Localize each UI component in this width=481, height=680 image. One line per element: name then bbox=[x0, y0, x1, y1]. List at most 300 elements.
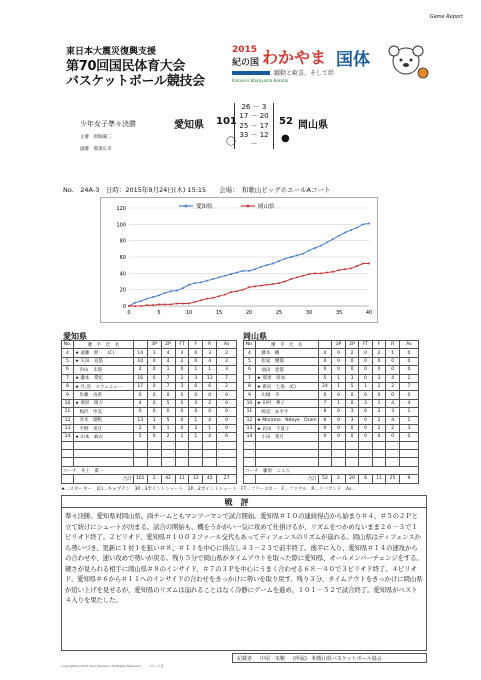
empty-cell bbox=[133, 458, 147, 466]
table-row-cell: 4 bbox=[244, 349, 256, 357]
table-row-cell: 4 bbox=[161, 349, 175, 357]
quarter-2: 17 － 20 bbox=[239, 112, 269, 121]
x-tick-label: 35 bbox=[335, 310, 343, 316]
empty-cell bbox=[73, 441, 133, 449]
data-point bbox=[146, 304, 148, 306]
table-row-cell: 0 bbox=[161, 391, 175, 399]
legend-label: 岡山県 bbox=[258, 204, 275, 210]
table-row-cell: 0 bbox=[359, 433, 373, 441]
table-row-cell: 梅沢 申美 bbox=[73, 408, 133, 416]
total-cell: 12 bbox=[189, 475, 203, 483]
empty-cell bbox=[359, 441, 373, 449]
empty-cell bbox=[62, 450, 74, 458]
data-point bbox=[314, 247, 316, 249]
table-row-cell: 7 bbox=[161, 374, 175, 382]
empty-cell bbox=[345, 441, 359, 449]
table-row-cell: 3 bbox=[189, 374, 203, 382]
header-cell: R bbox=[386, 341, 400, 349]
empty-cell bbox=[399, 441, 418, 449]
table-row-cell: ★ Morame Ndeye Oram bbox=[255, 416, 318, 424]
header-cell: 3P bbox=[332, 341, 346, 349]
y-tick-label: 0 bbox=[122, 304, 126, 310]
table-row-cell: 0 bbox=[175, 416, 189, 424]
table-row-cell: 4 bbox=[203, 357, 217, 365]
table-row-cell: 13 bbox=[62, 424, 74, 432]
empty-cell bbox=[372, 441, 386, 449]
data-point bbox=[194, 301, 196, 303]
table-row-cell: 1 bbox=[386, 349, 400, 357]
table-row-cell: 4 bbox=[386, 416, 400, 424]
table-row-cell: 14 bbox=[62, 433, 74, 441]
total-cell: 合計 bbox=[255, 475, 318, 483]
logo-wakayama: わかやま bbox=[262, 48, 327, 67]
table-row-cell: 10 bbox=[133, 357, 147, 365]
table-row-cell: 0 bbox=[332, 408, 346, 416]
total-cell: 25 bbox=[386, 475, 400, 483]
table-row-cell: 0 bbox=[386, 366, 400, 374]
loss-mark: ● bbox=[281, 133, 290, 144]
data-point bbox=[146, 298, 148, 300]
table-row-cell: 嗚見 あずさ bbox=[255, 408, 318, 416]
referee-sub: 副審 那須広幸 bbox=[80, 147, 112, 152]
empty-cell bbox=[217, 458, 237, 466]
table-row-cell: 2 bbox=[217, 382, 237, 390]
data-point bbox=[266, 284, 268, 286]
data-point bbox=[326, 241, 328, 243]
table-row-cell: 2 bbox=[217, 357, 237, 365]
data-point bbox=[170, 303, 172, 305]
empty-cell bbox=[203, 458, 217, 466]
data-point bbox=[260, 266, 262, 268]
table-row-cell: 池田 恵都 bbox=[255, 366, 318, 374]
data-point bbox=[170, 290, 172, 292]
empty-cell bbox=[73, 450, 133, 458]
table-row-cell: 0 bbox=[147, 366, 161, 374]
table-row-cell: 0 bbox=[217, 416, 237, 424]
team-b-name: 岡山県 bbox=[298, 120, 328, 131]
total-cell: 合計 bbox=[73, 475, 133, 483]
x-tick-label: 0 bbox=[127, 310, 131, 316]
table-row-cell: 0 bbox=[147, 408, 161, 416]
table-row-cell: 0 bbox=[203, 408, 217, 416]
review-title: 戦評 bbox=[224, 498, 257, 507]
y-tick-label: 40 bbox=[119, 271, 126, 278]
table-row bbox=[244, 382, 419, 390]
empty-cell bbox=[255, 441, 318, 449]
table-row bbox=[62, 349, 237, 357]
data-point bbox=[188, 303, 190, 305]
empty-cell bbox=[133, 441, 147, 449]
data-point bbox=[182, 287, 184, 289]
quarter-1: 26 － 3 bbox=[241, 103, 267, 111]
table-row-cell: 7 bbox=[318, 399, 332, 407]
data-point bbox=[182, 303, 184, 305]
table-header bbox=[244, 341, 419, 349]
data-point bbox=[128, 305, 130, 307]
table-row-cell: ★ 矢田 直悠 bbox=[73, 357, 133, 365]
data-point bbox=[338, 269, 340, 271]
data-point bbox=[302, 253, 304, 255]
table-row-cell: 3 bbox=[345, 416, 359, 424]
table-row-cell: 0 bbox=[332, 349, 346, 357]
score-chart-svg bbox=[101, 198, 379, 324]
x-tick-label: 15 bbox=[215, 310, 223, 316]
table-row-cell: 0 bbox=[359, 408, 373, 416]
table-row-cell: 0 bbox=[175, 391, 189, 399]
total-cell: 52 bbox=[318, 475, 332, 483]
table-row-cell: 松家 優都 bbox=[255, 357, 318, 365]
table-row-cell: 内山 未悠 bbox=[73, 366, 133, 374]
game-info: No. 24A-3 日時：2015年9月24日(木) 15:15 会場： 和歌山ビッグホエールAコート bbox=[63, 186, 331, 194]
table-row-cell: 4 bbox=[399, 399, 418, 407]
data-point bbox=[206, 298, 208, 300]
table-row-cell: 0 bbox=[332, 366, 346, 374]
data-point bbox=[284, 258, 286, 260]
logo-kokutai: 国体 bbox=[336, 50, 370, 70]
table-row-cell: 3 bbox=[386, 408, 400, 416]
table-row-cell: 1 bbox=[359, 382, 373, 390]
table-row-cell: 13 bbox=[203, 374, 217, 382]
table-row-cell: 1 bbox=[147, 349, 161, 357]
data-point bbox=[320, 272, 322, 274]
table-row-cell: 0 bbox=[175, 399, 189, 407]
table-row-cell: 5 bbox=[318, 374, 332, 382]
data-point bbox=[356, 227, 358, 229]
table-row bbox=[62, 408, 237, 416]
table-row-cell: 5 bbox=[62, 357, 74, 365]
table-row-cell: 1 bbox=[189, 416, 203, 424]
header-cell: No. bbox=[244, 341, 256, 349]
event-title-2: バスケットボール競技会 bbox=[66, 74, 205, 89]
table-row-cell: 小田 菜月 bbox=[255, 433, 318, 441]
empty-cell bbox=[161, 441, 175, 449]
empty-cell bbox=[175, 450, 189, 458]
team-a-name: 愛知県 bbox=[174, 120, 204, 131]
box-b-team: 岡山県 bbox=[243, 332, 267, 341]
table-row-cell: 0 bbox=[359, 416, 373, 424]
table-row-cell: 3 bbox=[175, 349, 189, 357]
total-cell: 11 bbox=[372, 475, 386, 483]
header-cell: 選 手 氏 名 bbox=[73, 341, 133, 349]
table-row-cell: 0 bbox=[175, 408, 189, 416]
table-row-cell: 0 bbox=[133, 391, 147, 399]
table-row-cell: 6 bbox=[244, 366, 256, 374]
table-row-cell: 0 bbox=[189, 391, 203, 399]
table-row-cell: 7 bbox=[217, 374, 237, 382]
data-point bbox=[176, 303, 178, 305]
table-row-cell: 1 bbox=[332, 399, 346, 407]
coach-row bbox=[62, 466, 237, 474]
empty-cell bbox=[217, 441, 237, 449]
table-row-cell: 1 bbox=[203, 424, 217, 432]
table-row-cell: 2 bbox=[372, 408, 386, 416]
data-point bbox=[152, 296, 154, 298]
total-cell: 42 bbox=[161, 475, 175, 483]
box-a-team: 愛知県 bbox=[63, 332, 87, 341]
data-point bbox=[188, 284, 190, 286]
empty-cell bbox=[386, 450, 400, 458]
data-point bbox=[308, 273, 310, 275]
event-title: 第70回国民体育大会 bbox=[66, 59, 186, 74]
data-point bbox=[362, 223, 364, 225]
x-tick-label: 5 bbox=[157, 310, 161, 316]
data-point bbox=[344, 232, 346, 234]
table-row-cell: 1 bbox=[175, 433, 189, 441]
empty-cell bbox=[147, 458, 161, 466]
table-row-cell: 4 bbox=[62, 349, 74, 357]
table-row-cell: 0 bbox=[147, 382, 161, 390]
table-row-cell: 0 bbox=[399, 391, 418, 399]
data-point bbox=[296, 276, 298, 278]
y-tick-label: 100 bbox=[116, 222, 126, 229]
table-row-cell: 4 bbox=[318, 349, 332, 357]
score-chart bbox=[100, 197, 378, 323]
table-row-cell: 0 bbox=[147, 391, 161, 399]
table-row-cell: 3 bbox=[359, 399, 373, 407]
table-row-cell: 0 bbox=[345, 391, 359, 399]
table-row-cell: ★ 瀬本 愛紀 bbox=[73, 374, 133, 382]
data-point bbox=[272, 263, 274, 265]
data-point bbox=[248, 270, 250, 272]
header-cell: F bbox=[372, 341, 386, 349]
y-tick-label: 20 bbox=[119, 287, 126, 294]
empty-cell bbox=[386, 441, 400, 449]
table-row-cell: 3 bbox=[175, 382, 189, 390]
total-cell: 6 bbox=[359, 475, 373, 483]
table-row-cell: 0 bbox=[318, 433, 332, 441]
table-row-cell: 2 bbox=[372, 382, 386, 390]
table-row-cell: 2 bbox=[217, 349, 237, 357]
table-row-cell: 3 bbox=[345, 374, 359, 382]
data-point bbox=[236, 272, 238, 274]
table-row-cell: 0 bbox=[359, 391, 373, 399]
data-point bbox=[152, 304, 154, 306]
table-row-cell: 0 bbox=[359, 366, 373, 374]
data-point bbox=[206, 280, 208, 282]
table-row-cell: 0 bbox=[189, 357, 203, 365]
empty-cell bbox=[372, 458, 386, 466]
table-row-cell: 0 bbox=[161, 408, 175, 416]
table-row-cell: 12 bbox=[62, 416, 74, 424]
table-row-cell: 0 bbox=[345, 433, 359, 441]
table-row-cell: 10 bbox=[62, 399, 74, 407]
table-row bbox=[62, 399, 237, 407]
table-row bbox=[244, 424, 419, 432]
table-row bbox=[244, 357, 419, 365]
table-row-cell: 12 bbox=[244, 416, 256, 424]
empty-row bbox=[62, 450, 237, 458]
table-row-cell: 4 bbox=[203, 416, 217, 424]
review-text: 準々決勝。愛知県対岡山県。両チームともマンツーマンで試合開始。愛知県＃１０の連続得点から始まり＃４、＃５の２Ｐと立て続けにシュートが決まる。試合の開始も、機をうかがい一気に攻めて仕掛けるが、リズムをつかめないまま２６－３で１ピリオド終了。２ピリオド、愛知県＃１００３ファール交代もあってディフェンスのリズムが崩れる。岡山県はディフェンスから勢いづき、更新に１対１を狙い＃８、＃１１を中心に得点し４３－２３で前半終了。後半に入り、愛知県＃１４の速攻からの合わせや、速い攻めで勢いが戻る。残り５分で岡山県がタイムアウトを取った際に愛知県、オールメンバーチェンジをする。硬さが見られる相手に岡山県＃８のインサイド、＃７の３Ｐを中心にうまく合わせる６８－４０で３ピリオド終了。４ピリオド、愛知県＃６から＃１１へのインサイドの合わせをきっかけに勢いを取り戻す。残り３分、タイムアウトをきっかけに岡山県が追い上げを見せるが、愛知県のリズムは崩れることはなく冷静にゲームを進め、１０１－５２で試合終了。愛知県がベスト４入りを果たした。 bbox=[61, 508, 427, 651]
recorder-name: 中尾 朱鞄 bbox=[260, 655, 286, 662]
data-point bbox=[212, 297, 214, 299]
table-row-cell: 0 bbox=[175, 366, 189, 374]
table-row-cell: 1 bbox=[372, 399, 386, 407]
table-row-cell: 9 bbox=[62, 391, 74, 399]
data-point bbox=[326, 272, 328, 274]
data-point bbox=[158, 294, 160, 296]
data-point bbox=[260, 285, 262, 287]
table-row-cell: 0 bbox=[147, 399, 161, 407]
table-row-cell: 0 bbox=[318, 391, 332, 399]
table-row-cell: ★ 山本 麻衣 bbox=[73, 433, 133, 441]
data-point bbox=[200, 299, 202, 301]
table-row-cell: 0 bbox=[332, 416, 346, 424]
table-row-cell: 1 bbox=[161, 424, 175, 432]
empty-row bbox=[244, 458, 419, 466]
data-point bbox=[302, 275, 304, 277]
table-row-cell: 14 bbox=[244, 433, 256, 441]
data-point bbox=[296, 254, 298, 256]
logo-english: Kinokuni Wakayama Kokutai bbox=[232, 78, 289, 83]
total-row bbox=[62, 475, 237, 483]
header-cell bbox=[318, 341, 332, 349]
table-row-cell: 0 bbox=[175, 424, 189, 432]
quarter-scores bbox=[234, 103, 274, 149]
table-row bbox=[62, 357, 237, 365]
table-row-cell: 0 bbox=[147, 433, 161, 441]
table-row-cell: 2 bbox=[386, 382, 400, 390]
referee-main: 主審 原堀満二 bbox=[80, 135, 112, 140]
table-row-cell: 0 bbox=[189, 382, 203, 390]
empty-cell bbox=[133, 450, 147, 458]
table-row-cell: 7 bbox=[399, 382, 418, 390]
event-subtitle: 東日本大震災復興支援 bbox=[66, 47, 157, 57]
empty-cell bbox=[386, 458, 400, 466]
box-score-b bbox=[243, 340, 419, 484]
total-row bbox=[244, 475, 419, 483]
empty-cell bbox=[332, 441, 346, 449]
table-row-cell: 1 bbox=[161, 366, 175, 374]
table-row-cell: 2 bbox=[372, 416, 386, 424]
empty-cell bbox=[318, 450, 332, 458]
table-row bbox=[62, 366, 237, 374]
table-row-cell: 4 bbox=[386, 399, 400, 407]
table-row-cell: 0 bbox=[372, 391, 386, 399]
empty-cell bbox=[62, 441, 74, 449]
table-row-cell: 0 bbox=[147, 374, 161, 382]
report-tag: Game Report bbox=[429, 14, 463, 20]
table-row-cell: 0 bbox=[399, 349, 418, 357]
data-point bbox=[314, 272, 316, 274]
recorder-box bbox=[232, 653, 427, 663]
table-row-cell: 6 bbox=[217, 433, 237, 441]
team-b-score: 52 bbox=[279, 116, 293, 127]
data-point bbox=[254, 285, 256, 287]
table-row-cell: 0 bbox=[345, 357, 359, 365]
empty-row bbox=[244, 450, 419, 458]
table-row-cell: 3 bbox=[372, 374, 386, 382]
table-row-cell: 0 bbox=[386, 357, 400, 365]
empty-cell bbox=[161, 450, 175, 458]
empty-cell bbox=[189, 450, 203, 458]
table-row-cell: ★ 栗原 岡力 bbox=[73, 399, 133, 407]
table-row-cell: 0 bbox=[318, 366, 332, 374]
data-point bbox=[278, 282, 280, 284]
empty-cell bbox=[147, 441, 161, 449]
empty-cell bbox=[359, 450, 373, 458]
header-cell: 2P bbox=[161, 341, 175, 349]
total-cell: 11 bbox=[175, 475, 189, 483]
table-row-cell: 1 bbox=[147, 416, 161, 424]
table-row-cell: ★ 月,浩 スウェニュー bbox=[73, 382, 133, 390]
table-row-cell: 0 bbox=[372, 433, 386, 441]
empty-row bbox=[62, 458, 237, 466]
table-row-cell: 4 bbox=[203, 433, 217, 441]
table-row-cell: 0 bbox=[217, 391, 237, 399]
logo-slogan: 躍動と歓喜、そして絆 bbox=[274, 70, 335, 77]
table-row-cell: 6 bbox=[318, 408, 332, 416]
data-point bbox=[290, 278, 292, 280]
data-point bbox=[134, 305, 136, 307]
table-row-cell: 0 bbox=[359, 349, 373, 357]
table-row-cell: 1 bbox=[203, 366, 217, 374]
table-row-cell: 5 bbox=[133, 433, 147, 441]
data-point bbox=[284, 281, 286, 283]
data-point bbox=[194, 282, 196, 284]
empty-row bbox=[244, 441, 419, 449]
data-point bbox=[368, 223, 370, 225]
data-point bbox=[272, 283, 274, 285]
table-row bbox=[62, 433, 237, 441]
table-row bbox=[244, 391, 419, 399]
table-row-cell: 11 bbox=[62, 408, 74, 416]
table-row bbox=[244, 366, 419, 374]
table-row-cell: 6 bbox=[318, 416, 332, 424]
table-row-cell: 0 bbox=[345, 424, 359, 432]
table-header bbox=[62, 341, 237, 349]
table-row bbox=[244, 408, 419, 416]
logo-bar bbox=[232, 71, 270, 75]
empty-cell bbox=[332, 458, 346, 466]
table-row-cell: 0 bbox=[217, 399, 237, 407]
data-point bbox=[236, 290, 238, 292]
header-cell: As bbox=[399, 341, 418, 349]
empty-cell bbox=[189, 441, 203, 449]
table-row-cell: 2 bbox=[203, 399, 217, 407]
table-row-cell: 0 bbox=[345, 399, 359, 407]
legend-marker bbox=[185, 205, 188, 208]
data-point bbox=[290, 256, 292, 258]
x-tick-label: 40 bbox=[365, 310, 373, 316]
data-point bbox=[308, 249, 310, 251]
table-row-cell: 4 bbox=[133, 399, 147, 407]
empty-row bbox=[62, 441, 237, 449]
table-row-cell: 10 bbox=[244, 399, 256, 407]
empty-cell bbox=[345, 458, 359, 466]
table-row bbox=[62, 416, 237, 424]
coach-name: コーチ 藤原 こころ bbox=[244, 466, 419, 474]
table-row bbox=[244, 416, 419, 424]
empty-cell bbox=[399, 450, 418, 458]
table-row-cell: 4 bbox=[386, 374, 400, 382]
table-row-cell: 1 bbox=[189, 433, 203, 441]
table-row-cell: 山城 歩 bbox=[255, 391, 318, 399]
table-row-cell: 8 bbox=[62, 382, 74, 390]
empty-cell bbox=[359, 458, 373, 466]
header-cell: F bbox=[189, 341, 203, 349]
empty-cell bbox=[203, 441, 217, 449]
table-row-cell: 1 bbox=[399, 374, 418, 382]
empty-cell bbox=[175, 441, 189, 449]
total-cell: 101 bbox=[133, 475, 147, 483]
total-cell: 2 bbox=[147, 475, 161, 483]
table-row-cell: 5 bbox=[244, 357, 256, 365]
legend-label: 愛知県 bbox=[196, 204, 213, 210]
table-row-cell: 0 bbox=[332, 424, 346, 432]
table-row-cell: 0 bbox=[345, 366, 359, 374]
table-row bbox=[244, 399, 419, 407]
